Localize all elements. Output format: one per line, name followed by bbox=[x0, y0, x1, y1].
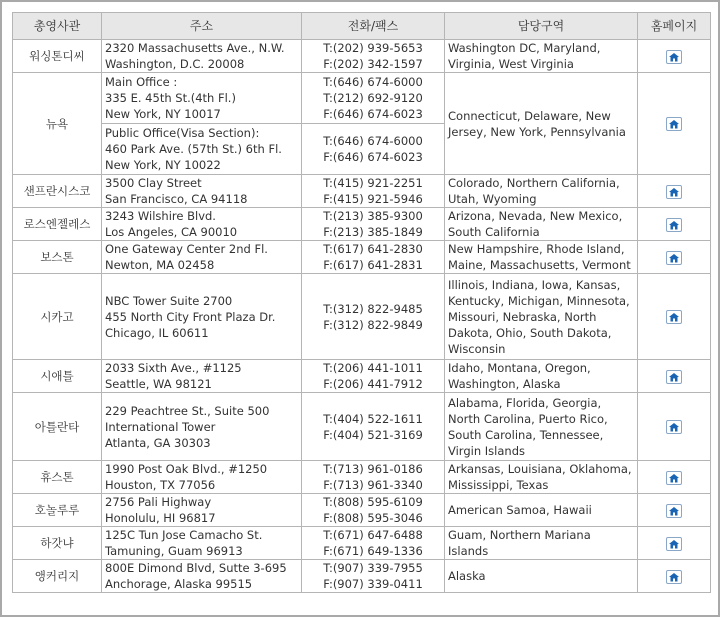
address-line: 460 Park Ave. (57th St.) 6th Fl. bbox=[105, 142, 282, 156]
table-row bbox=[13, 40, 711, 73]
jurisdiction-cell: Guam, Northern Mariana Islands bbox=[445, 527, 638, 560]
home-icon[interactable] bbox=[666, 370, 682, 384]
consulate-name: 샌프란시스코 bbox=[13, 175, 102, 208]
consulate-name: 휴스톤 bbox=[13, 461, 102, 494]
address-line: Honolulu, HI 96817 bbox=[105, 511, 216, 525]
homepage-cell bbox=[638, 461, 711, 494]
address-line: Anchorage, Alaska 99515 bbox=[105, 577, 253, 591]
home-icon[interactable] bbox=[666, 310, 682, 324]
address-cell bbox=[102, 208, 302, 241]
consulate-name: 뉴욕 bbox=[13, 73, 102, 175]
phone-line: T:(617) 641-2830 bbox=[323, 242, 423, 256]
address-line: San Francisco, CA 94118 bbox=[105, 192, 248, 206]
header-phone-fax: 전화/팩스 bbox=[302, 13, 445, 40]
phone-line: F:(646) 674-6023 bbox=[323, 107, 423, 121]
home-icon[interactable] bbox=[666, 420, 682, 434]
address-line: NBC Tower Suite 2700 bbox=[105, 293, 233, 308]
phone-line: T:(404) 522-1611 bbox=[323, 411, 423, 426]
homepage-cell bbox=[638, 360, 711, 393]
phone-line: F:(646) 674-6023 bbox=[323, 150, 423, 164]
address-line: 2756 Pali Highway bbox=[105, 495, 212, 509]
phone-line: T:(206) 441-1011 bbox=[323, 361, 423, 375]
phone-line: T:(646) 674-6000 bbox=[323, 134, 423, 148]
address-line: New York, NY 10022 bbox=[105, 158, 221, 172]
homepage-cell bbox=[638, 560, 711, 593]
home-icon[interactable] bbox=[666, 570, 682, 584]
phone-line: T:(202) 939-5653 bbox=[323, 41, 423, 55]
consulate-name: 시애틀 bbox=[13, 360, 102, 393]
homepage-cell bbox=[638, 527, 711, 560]
jurisdiction-cell: Alaska bbox=[445, 560, 638, 593]
address-line: Main Office : bbox=[105, 75, 178, 89]
table-row bbox=[13, 208, 711, 241]
homepage-cell bbox=[638, 73, 711, 175]
phone-line: T:(671) 647-6488 bbox=[323, 528, 423, 542]
phone-cell bbox=[302, 124, 445, 175]
phone-cell bbox=[302, 73, 445, 124]
homepage-cell bbox=[638, 393, 711, 461]
phone-cell bbox=[302, 175, 445, 208]
table-row bbox=[13, 461, 711, 494]
address-line: One Gateway Center 2nd Fl. bbox=[105, 242, 268, 256]
consulate-table bbox=[12, 12, 711, 593]
address-line: 2033 Sixth Ave., #1125 bbox=[105, 361, 242, 375]
jurisdiction-cell: American Samoa, Hawaii bbox=[445, 494, 638, 527]
phone-cell bbox=[302, 393, 445, 461]
phone-cell bbox=[302, 461, 445, 494]
address-line: Tamuning, Guam 96913 bbox=[105, 544, 243, 558]
phone-line: F:(617) 641-2831 bbox=[323, 258, 423, 272]
phone-line: T:(713) 961-0186 bbox=[323, 462, 423, 476]
phone-line: F:(907) 339-0411 bbox=[323, 577, 423, 591]
home-icon[interactable] bbox=[666, 218, 682, 232]
table-row bbox=[13, 175, 711, 208]
home-icon[interactable] bbox=[666, 117, 682, 131]
address-cell bbox=[102, 124, 302, 175]
home-icon[interactable] bbox=[666, 185, 682, 199]
jurisdiction-cell: Arizona, Nevada, New Mexico, South California bbox=[445, 208, 638, 241]
phone-line: T:(213) 385-9300 bbox=[323, 209, 423, 223]
phone-cell bbox=[302, 527, 445, 560]
phone-cell bbox=[302, 360, 445, 393]
address-line: Los Angeles, CA 90010 bbox=[105, 225, 238, 239]
phone-cell bbox=[302, 560, 445, 593]
phone-cell bbox=[302, 208, 445, 241]
address-cell bbox=[102, 494, 302, 527]
phone-line: F:(312) 822-9849 bbox=[323, 317, 423, 332]
homepage-cell bbox=[638, 208, 711, 241]
header-jurisdiction: 담당구역 bbox=[445, 13, 638, 40]
address-cell bbox=[102, 393, 302, 461]
table-row bbox=[13, 494, 711, 527]
table-row bbox=[13, 360, 711, 393]
consulate-name: 아틀란타 bbox=[13, 393, 102, 461]
jurisdiction-cell: Illinois, Indiana, Iowa, Kansas, Kentucky, Michigan, Minnesota, Missouri, Nebraska, North Dakota, Ohio, South Dakota, Wisconsin bbox=[445, 274, 638, 360]
phone-line: F:(213) 385-1849 bbox=[323, 225, 423, 239]
phone-line: F:(808) 595-3046 bbox=[323, 511, 423, 525]
jurisdiction-cell: Alabama, Florida, Georgia, North Carolina, Puerto Rico, South Carolina, Tennessee, Virgin Islands bbox=[445, 393, 638, 461]
address-line: Atlanta, GA 30303 bbox=[105, 435, 211, 450]
table-header-row bbox=[13, 13, 711, 40]
table-row bbox=[13, 393, 711, 461]
consulate-name: 앵커리지 bbox=[13, 560, 102, 593]
jurisdiction-cell: Washington DC, Maryland, Virginia, West Virginia bbox=[445, 40, 638, 73]
address-line: 2320 Massachusetts Ave., N.W. bbox=[105, 41, 285, 55]
homepage-cell bbox=[638, 40, 711, 73]
address-line: International Tower bbox=[105, 419, 216, 434]
address-line: 455 North City Front Plaza Dr. bbox=[105, 309, 276, 324]
address-line: Chicago, IL 60611 bbox=[105, 325, 209, 340]
address-line: Houston, TX 77056 bbox=[105, 478, 216, 492]
table-row bbox=[13, 241, 711, 274]
address-cell bbox=[102, 360, 302, 393]
address-cell bbox=[102, 560, 302, 593]
phone-line: F:(202) 342-1597 bbox=[323, 57, 423, 71]
phone-cell bbox=[302, 241, 445, 274]
address-line: Public Office(Visa Section): bbox=[105, 126, 260, 140]
address-line: New York, NY 10017 bbox=[105, 107, 221, 121]
homepage-cell bbox=[638, 241, 711, 274]
jurisdiction-cell: New Hampshire, Rhode Island, Maine, Massachusetts, Vermont bbox=[445, 241, 638, 274]
table-row bbox=[13, 73, 711, 124]
home-icon[interactable] bbox=[666, 50, 682, 64]
consulate-name: 호놀루루 bbox=[13, 494, 102, 527]
address-line: Washington, D.C. 20008 bbox=[105, 57, 245, 71]
address-cell bbox=[102, 527, 302, 560]
address-line: 125C Tun Jose Camacho St. bbox=[105, 528, 263, 542]
home-icon[interactable] bbox=[666, 251, 682, 265]
header-homepage: 홈페이지 bbox=[638, 13, 711, 40]
address-line: 3243 Wilshire Blvd. bbox=[105, 209, 216, 223]
address-cell bbox=[102, 40, 302, 73]
phone-line: F:(415) 921-5946 bbox=[323, 192, 423, 206]
header-consulate: 총영사관 bbox=[13, 13, 102, 40]
phone-cell bbox=[302, 494, 445, 527]
address-cell bbox=[102, 241, 302, 274]
homepage-cell bbox=[638, 175, 711, 208]
address-line: 335 E. 45th St.(4th Fl.) bbox=[105, 91, 236, 105]
address-line: 3500 Clay Street bbox=[105, 176, 202, 190]
jurisdiction-cell: Colorado, Northern California, Utah, Wyoming bbox=[445, 175, 638, 208]
phone-cell bbox=[302, 274, 445, 360]
address-line: 800E Dimond Blvd, Sutte 3-695 bbox=[105, 561, 287, 575]
consulate-name: 보스톤 bbox=[13, 241, 102, 274]
table-body bbox=[13, 40, 711, 593]
phone-line: F:(671) 649-1336 bbox=[323, 544, 423, 558]
address-line: 229 Peachtree St., Suite 500 bbox=[105, 403, 270, 418]
phone-line: T:(212) 692-9120 bbox=[323, 91, 423, 105]
phone-line: T:(808) 595-6109 bbox=[323, 495, 423, 509]
jurisdiction-cell: Connecticut, Delaware, New Jersey, New York, Pennsylvania bbox=[445, 73, 638, 175]
consulate-name: 워싱톤디씨 bbox=[13, 40, 102, 73]
consulate-name: 하갓냐 bbox=[13, 527, 102, 560]
consulate-name: 로스엔젤레스 bbox=[13, 208, 102, 241]
table-row bbox=[13, 274, 711, 360]
jurisdiction-cell: Arkansas, Louisiana, Oklahoma, Mississippi, Texas bbox=[445, 461, 638, 494]
address-line: Seattle, WA 98121 bbox=[105, 377, 212, 391]
phone-line: F:(206) 441-7912 bbox=[323, 377, 423, 391]
header-address: 주소 bbox=[102, 13, 302, 40]
home-icon[interactable] bbox=[666, 471, 682, 485]
phone-cell bbox=[302, 40, 445, 73]
phone-line: T:(907) 339-7955 bbox=[323, 561, 423, 575]
address-line: 1990 Post Oak Blvd., #1250 bbox=[105, 462, 268, 476]
address-cell bbox=[102, 73, 302, 124]
address-cell bbox=[102, 461, 302, 494]
phone-line: T:(415) 921-2251 bbox=[323, 176, 423, 190]
phone-line: T:(312) 822-9485 bbox=[323, 301, 423, 316]
homepage-cell bbox=[638, 494, 711, 527]
home-icon[interactable] bbox=[666, 504, 682, 518]
table-row bbox=[13, 560, 711, 593]
consulate-name: 시카고 bbox=[13, 274, 102, 360]
homepage-cell bbox=[638, 274, 711, 360]
address-cell bbox=[102, 175, 302, 208]
home-icon[interactable] bbox=[666, 537, 682, 551]
phone-line: T:(646) 674-6000 bbox=[323, 75, 423, 89]
jurisdiction-cell: Idaho, Montana, Oregon, Washington, Alaska bbox=[445, 360, 638, 393]
address-cell bbox=[102, 274, 302, 360]
address-line: Newton, MA 02458 bbox=[105, 258, 215, 272]
phone-line: F:(404) 521-3169 bbox=[323, 427, 423, 442]
table-row bbox=[13, 527, 711, 560]
phone-line: F:(713) 961-3340 bbox=[323, 478, 423, 492]
